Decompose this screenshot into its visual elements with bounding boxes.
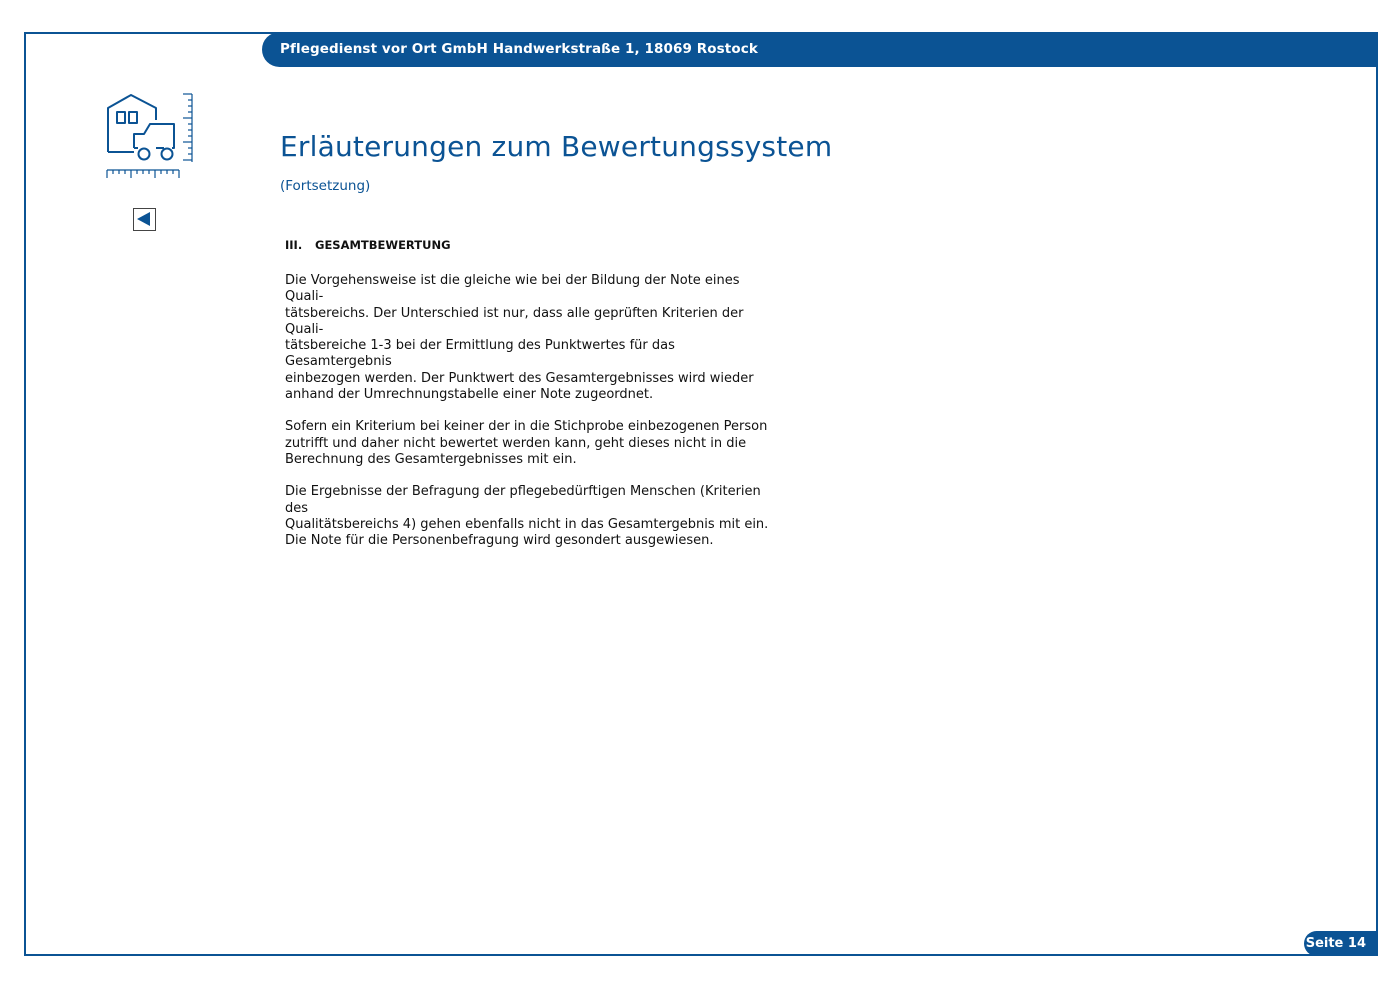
- header-bar: [262, 32, 1378, 67]
- header-address: Pflegedienst vor Ort GmbH Handwerkstraße 1, 18069 Rostock: [280, 41, 758, 57]
- paragraph: Die Ergebnisse der Befragung der pflegebedürftigen Menschen (Kriterien des Qualitätsbereichs 4) gehen ebenfalls nicht in das Gesamtergebnis mit ein. Die Note für die Personenbefragung wird gesondert ausgewiesen.: [285, 484, 769, 549]
- house-with-car-icon: [104, 90, 196, 182]
- page-title: Erläuterungen zum Bewertungssystem: [280, 130, 833, 163]
- section-heading: [285, 238, 775, 252]
- page-number-badge: [1304, 931, 1378, 956]
- paragraph: Sofern ein Kriterium bei keiner der in die Stichprobe einbezogenen Person zutrifft und daher nicht bewertet werden kann, geht dieses nicht in die Berechnung des Gesamtergebnisses mit ein.: [285, 419, 768, 467]
- section-content: [285, 238, 775, 565]
- page-number: Seite 14: [1305, 936, 1366, 951]
- section-heading-text: GESAMTBEWERTUNG: [315, 238, 451, 252]
- section-number: III.: [285, 238, 303, 252]
- paragraph: Die Vorgehensweise ist die gleiche wie bei der Bildung der Note eines Quali- tätsbereichs. Der Unterschied ist nur, dass alle geprüften Kriterien der Quali- tätsbereiche 1-3 bei der Ermittlung des Punktwertes für das Gesamtergebnis einbezogen werden. Der Punktwert des Gesamtergebnisses wird wieder anhand der Umrechnungstabelle einer Note zugeordnet.: [285, 273, 754, 403]
- back-button[interactable]: [133, 208, 156, 231]
- page-subtitle: (Fortsetzung): [280, 178, 371, 194]
